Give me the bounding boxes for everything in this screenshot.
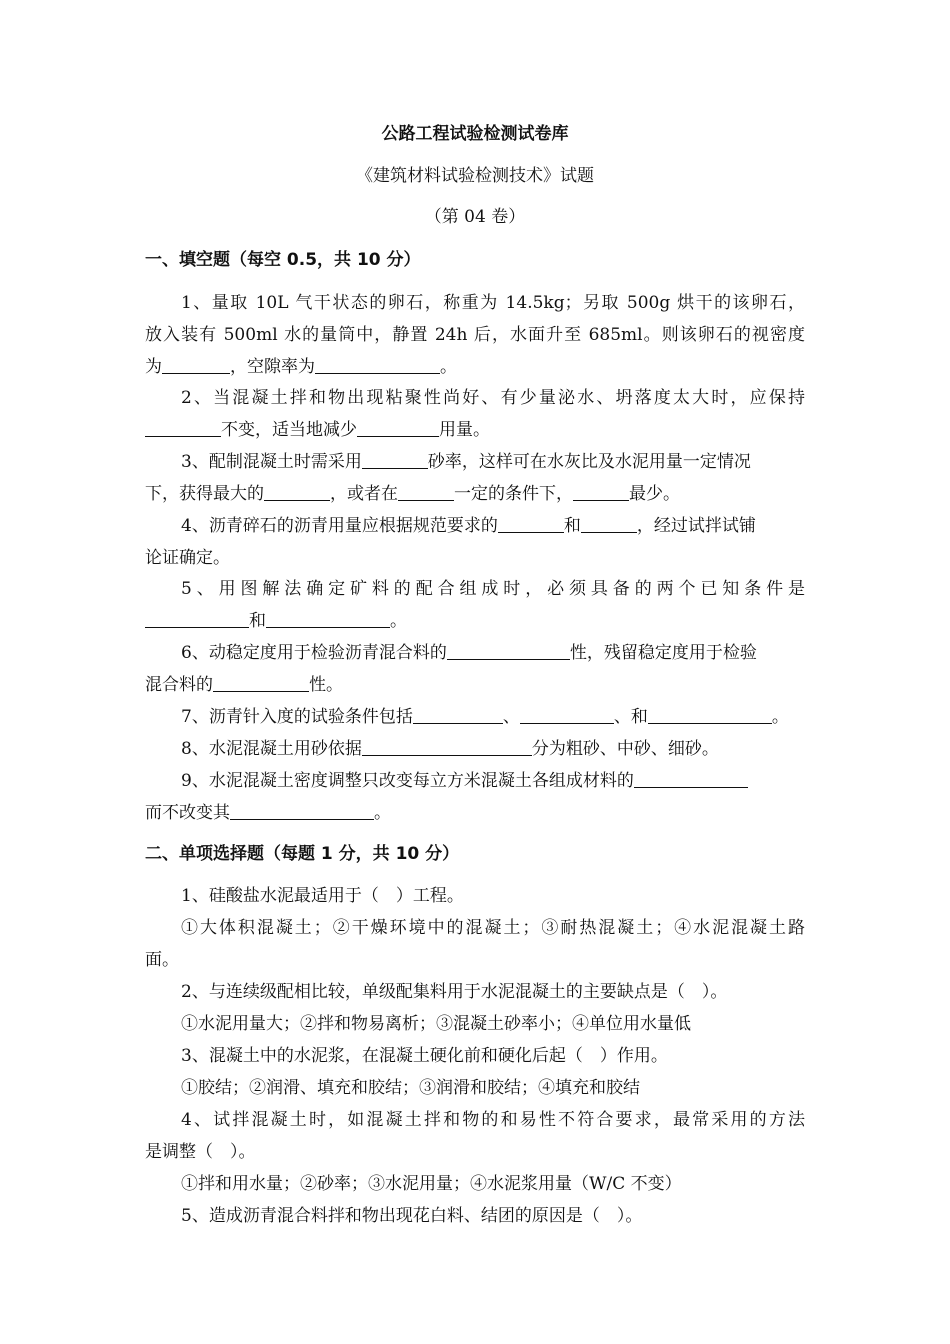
question-text: 为 ，空隙率为 。 — [145, 357, 457, 377]
question-text: 混合料的 性。 — [145, 675, 343, 695]
question-text: 下，获得最大的 ，或者在 一定的条件下， 最少。 — [145, 484, 680, 504]
question-text: 3、配制混凝土时需采用 砂率，这样可在水灰比及水泥用量一定情况 — [181, 452, 751, 472]
question-text: 9、水泥混凝土密度调整只改变每立方米混凝土各组成材料的 — [181, 771, 748, 791]
choice-options: 面。 — [145, 950, 179, 970]
answer-blank[interactable] — [447, 643, 570, 660]
question-text: 3、混凝土中的水泥浆，在混凝土硬化前和硬化后起（ ）作用。 — [181, 1046, 668, 1066]
answer-blank[interactable] — [362, 739, 532, 756]
question-text: 2、与连续级配相比较，单级配集料用于水泥混凝土的主要缺点是（ ）。 — [181, 982, 728, 1002]
question-text: 而不改变其 。 — [145, 803, 391, 823]
answer-blank[interactable] — [634, 771, 748, 788]
answer-blank[interactable] — [264, 484, 330, 501]
volume-number: （第 04 卷） — [424, 207, 526, 227]
question-text: 7、沥青针入度的试验条件包括 、 、和 。 — [181, 707, 789, 727]
answer-blank[interactable] — [398, 484, 454, 501]
answer-blank[interactable] — [520, 707, 614, 724]
choice-options: ①大体积混凝土；②干燥环境中的混凝土；③耐热混凝土；④水泥混凝土路 — [181, 918, 805, 938]
choice-options: ①水泥用量大；②拌和物易离析；③混凝土砂率小；④单位用水量低 — [181, 1014, 691, 1034]
question-text: 是调整（ ）。 — [145, 1142, 256, 1162]
question-text: 5、用图解法确定矿料的配合组成时，必须具备的两个已知条件是 — [181, 579, 805, 599]
section-heading-fill-in: 一、填空题（每空 0.5，共 10 分） — [145, 250, 421, 270]
question-text: 1、量取 10L 气干状态的卵石，称重为 14.5kg；另取 500g 烘干的该卵石， — [181, 293, 805, 313]
section-heading-single-choice: 二、单项选择题（每题 1 分，共 10 分） — [145, 844, 460, 864]
question-text: 放入装有 500ml 水的量筒中，静置 24h 后，水面升至 685ml。则该卵石的视密度 — [145, 325, 805, 345]
answer-blank[interactable] — [573, 484, 629, 501]
exam-subtitle: 《建筑材料试验检测技术》试题 — [356, 166, 594, 186]
question-text: 2、当混凝土拌和物出现粘聚性尚好、有少量泌水、坍落度太大时，应保持 — [181, 388, 805, 408]
answer-blank[interactable] — [498, 516, 564, 533]
question-text: 论证确定。 — [145, 548, 230, 568]
question-text: 5、造成沥青混合料拌和物出现花白料、结团的原因是（ ）。 — [181, 1206, 643, 1226]
question-text: 8、水泥混凝土用砂依据 分为粗砂、中砂、细砂。 — [181, 739, 719, 759]
answer-blank[interactable] — [362, 452, 428, 469]
question-text: 6、动稳定度用于检验沥青混合料的 性，残留稳定度用于检验 — [181, 643, 757, 663]
answer-blank[interactable] — [145, 420, 221, 437]
choice-options: ①胶结；②润滑、填充和胶结；③润滑和胶结；④填充和胶结 — [181, 1078, 640, 1098]
answer-blank[interactable] — [213, 675, 309, 692]
answer-blank[interactable] — [162, 357, 230, 374]
question-text: 4、沥青碎石的沥青用量应根据规范要求的 和 ，经过试拌试铺 — [181, 516, 756, 536]
choice-options: ①拌和用水量；②砂率；③水泥用量；④水泥浆用量（W/C 不变） — [181, 1174, 682, 1194]
answer-blank[interactable] — [581, 516, 637, 533]
question-text: 1、硅酸盐水泥最适用于（ ）工程。 — [181, 886, 464, 906]
question-text: 4、试拌混凝土时，如混凝土拌和物的和易性不符合要求，最常采用的方法 — [181, 1110, 805, 1130]
exam-title: 公路工程试验检测试卷库 — [381, 124, 569, 144]
answer-blank[interactable] — [266, 611, 390, 628]
answer-blank[interactable] — [230, 803, 374, 820]
answer-blank[interactable] — [648, 707, 772, 724]
answer-blank[interactable] — [357, 420, 439, 437]
answer-blank[interactable] — [413, 707, 503, 724]
question-text: 不变，适当地减少 用量。 — [145, 420, 490, 440]
answer-blank[interactable] — [145, 611, 249, 628]
answer-blank[interactable] — [315, 357, 440, 374]
question-text: 和 。 — [145, 611, 407, 631]
